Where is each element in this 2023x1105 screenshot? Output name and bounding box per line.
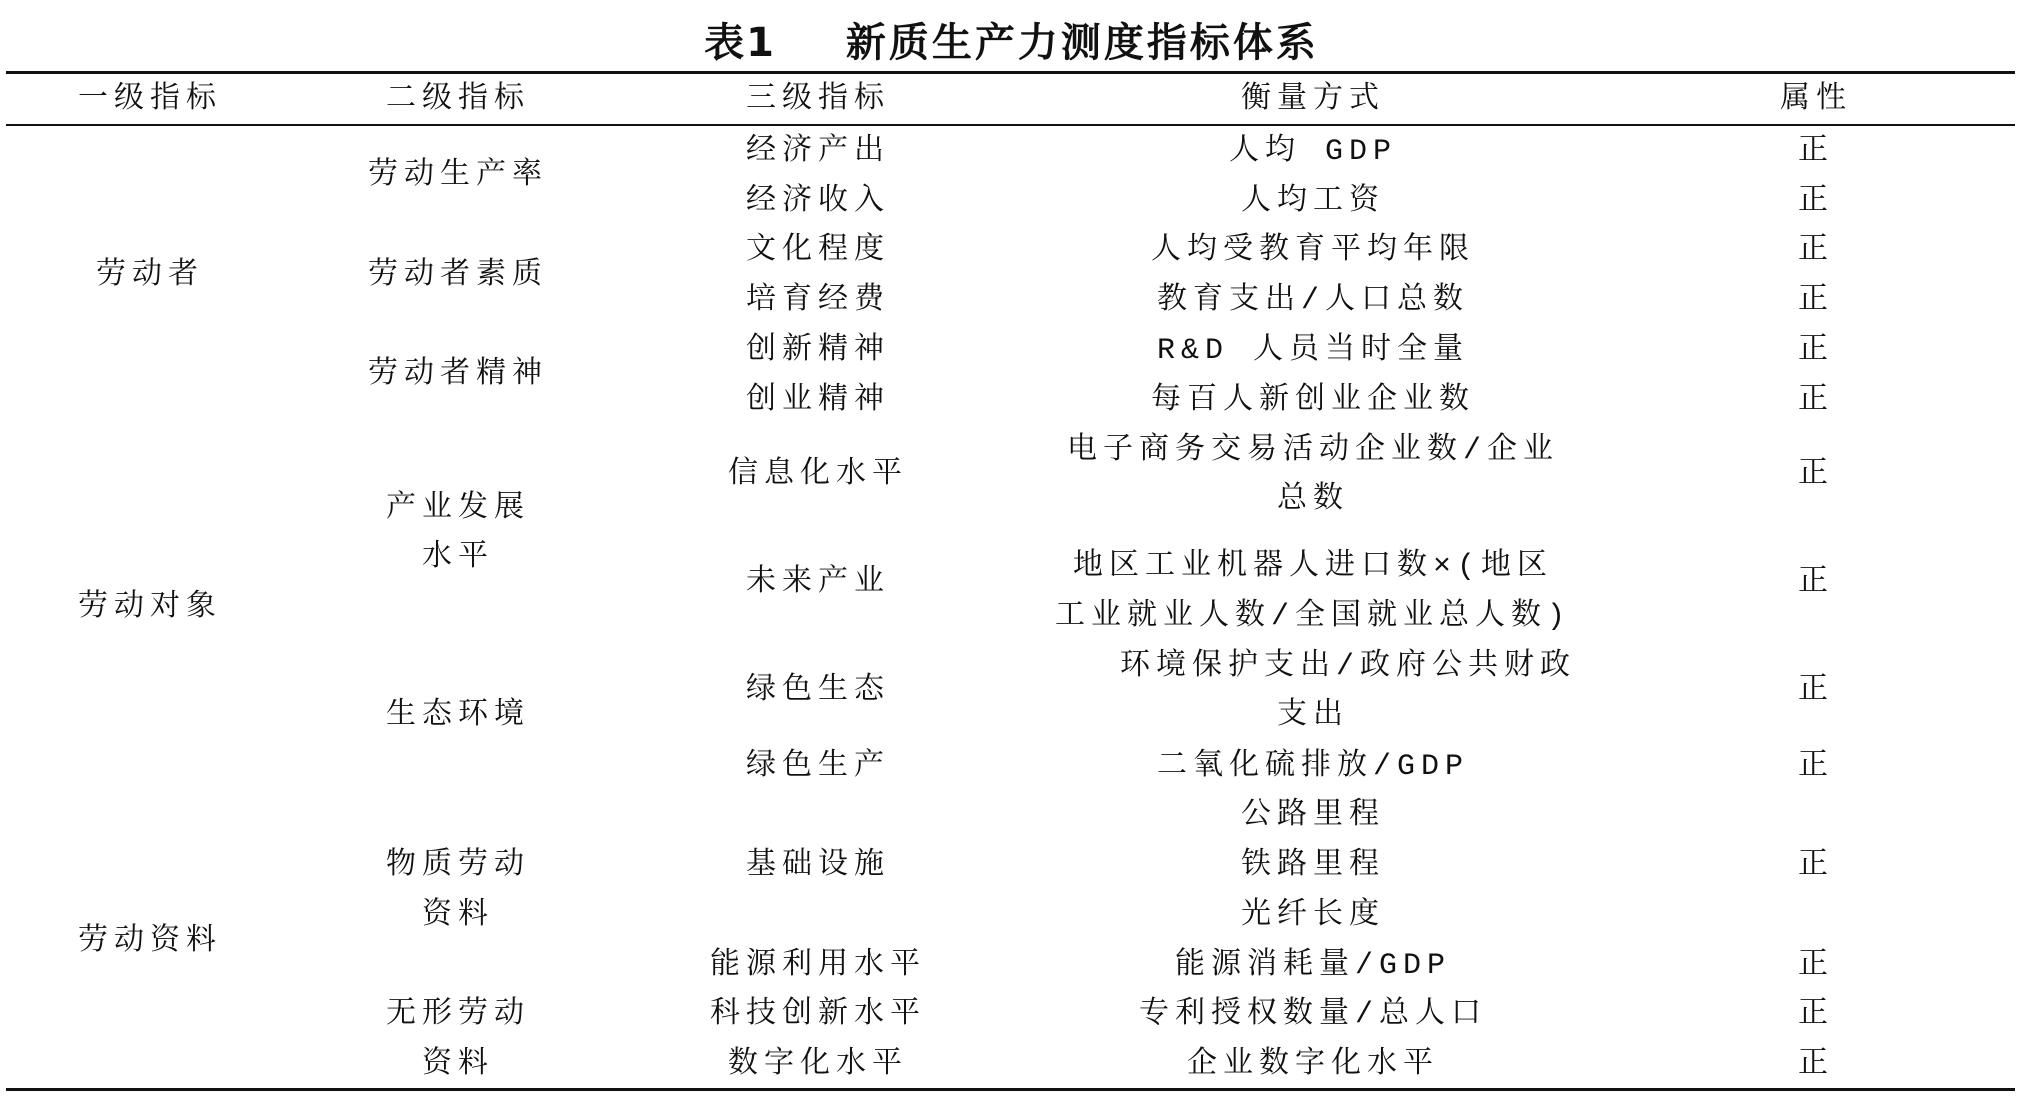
measure-text: 公路里程 <box>1241 799 1385 833</box>
attribute-cell: 正 <box>1798 849 1834 883</box>
indicator-name: 数字化水平 <box>728 1048 908 1082</box>
level2-cell: 劳动者素质 <box>368 259 548 293</box>
table-title: 新质生产力测度指标体系 <box>845 19 1319 66</box>
indicator-name: 能源利用水平 <box>710 949 926 983</box>
indicator-name: 文化程度 <box>746 234 890 268</box>
measure-text: 每百人新创业企业数 <box>1151 384 1475 418</box>
measure-text: 企业数字化水平 <box>1187 1048 1439 1082</box>
measure-text: 人均受教育平均年限 <box>1151 234 1475 268</box>
measure-text: 环境保护支出/政府公共财政 <box>1119 650 1576 684</box>
indicator-name: 经济产出 <box>746 135 890 169</box>
level1-cell: 劳动对象 <box>78 591 222 625</box>
attribute-cell: 正 <box>1798 1048 1834 1082</box>
header-attribute: 属性 <box>1780 83 1852 117</box>
measure-text: 光纤长度 <box>1241 899 1385 933</box>
attribute-cell: 正 <box>1798 334 1834 368</box>
measure-text: 人均 GDP <box>1228 135 1397 169</box>
measure-text: 能源消耗量/GDP <box>1174 949 1451 983</box>
level2-cell: 资料 <box>422 1048 494 1082</box>
attribute-cell: 正 <box>1798 284 1834 318</box>
attribute-cell: 正 <box>1798 185 1834 219</box>
attribute-cell: 正 <box>1798 949 1834 983</box>
indicator-name: 经济收入 <box>746 185 890 219</box>
indicator-name: 未来产业 <box>746 566 890 600</box>
attribute-cell: 正 <box>1798 750 1834 784</box>
measure-text: 总数 <box>1277 483 1349 517</box>
measure-text: 二氧化硫排放/GDP <box>1156 750 1469 784</box>
top-rule <box>6 71 2015 74</box>
level1-cell: 劳动资料 <box>78 925 222 959</box>
attribute-cell: 正 <box>1798 998 1834 1032</box>
attribute-cell: 正 <box>1798 135 1834 169</box>
header-level3: 三级指标 <box>746 83 890 117</box>
indicator-name: 创新精神 <box>746 334 890 368</box>
indicator-name: 绿色生产 <box>746 750 890 784</box>
header-measure: 衡量方式 <box>1241 83 1385 117</box>
measure-text: R&D 人员当时全量 <box>1156 334 1469 368</box>
level2-cell: 生态环境 <box>386 699 530 733</box>
header-level2: 二级指标 <box>386 83 530 117</box>
indicator-name: 创业精神 <box>746 384 890 418</box>
attribute-cell: 正 <box>1798 566 1834 600</box>
measure-text: 教育支出/人口总数 <box>1156 284 1469 318</box>
table-number: 表1 <box>704 19 776 66</box>
table-caption <box>0 14 2023 64</box>
attribute-cell: 正 <box>1798 384 1834 418</box>
level2-cell: 物质劳动 <box>386 849 530 883</box>
indicator-name: 科技创新水平 <box>710 998 926 1032</box>
level2-cell: 劳动生产率 <box>368 159 548 193</box>
measure-text: 地区工业机器人进口数×(地区 <box>1072 550 1553 584</box>
level2-cell: 资料 <box>422 899 494 933</box>
level2-cell: 产业发展 <box>386 492 530 526</box>
level1-cell: 劳动者 <box>96 259 204 293</box>
header-level1: 一级指标 <box>78 83 222 117</box>
level2-cell: 水平 <box>422 541 494 575</box>
measure-text: 人均工资 <box>1241 185 1385 219</box>
measure-text: 工业就业人数/全国就业总人数) <box>1054 600 1571 634</box>
level2-cell: 无形劳动 <box>386 998 530 1032</box>
measure-text: 铁路里程 <box>1241 849 1385 883</box>
indicator-name: 基础设施 <box>746 849 890 883</box>
measure-text: 支出 <box>1277 699 1349 733</box>
attribute-cell: 正 <box>1798 234 1834 268</box>
indicator-name: 培育经费 <box>746 284 890 318</box>
indicator-name: 信息化水平 <box>728 458 908 492</box>
measure-text: 电子商务交易活动企业数/企业 <box>1066 434 1559 468</box>
attribute-cell: 正 <box>1798 674 1834 708</box>
level2-cell: 劳动者精神 <box>368 358 548 392</box>
measure-text: 专利授权数量/总人口 <box>1138 998 1487 1032</box>
attribute-cell: 正 <box>1798 458 1834 492</box>
indicator-name: 绿色生态 <box>746 674 890 708</box>
